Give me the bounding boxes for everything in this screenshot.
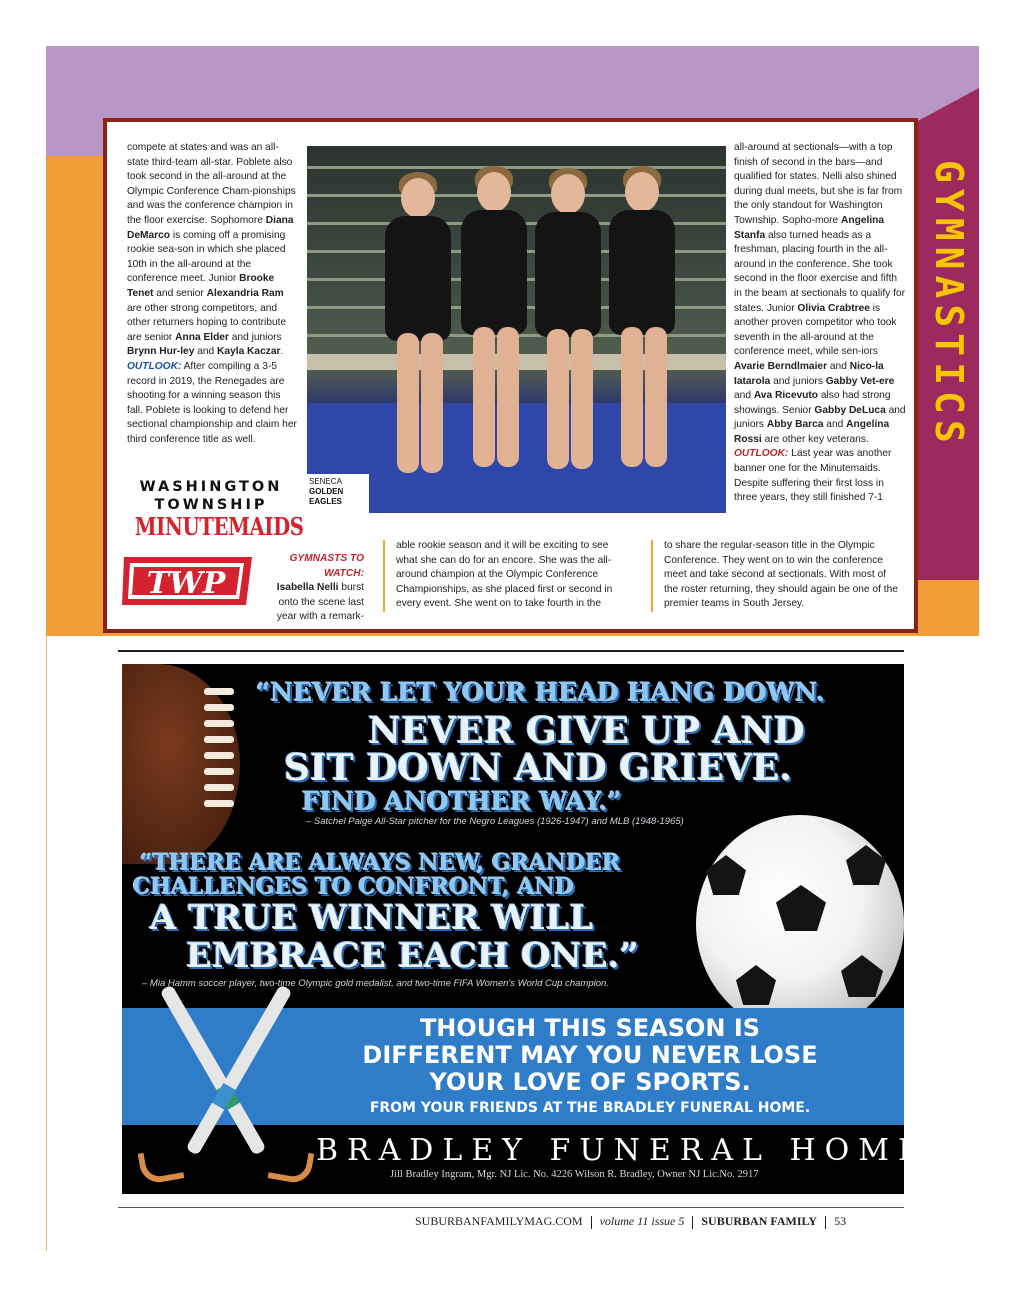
text-span: all-around at sectionals—with a top finish of second in the bars—and qualified for states. Nelli also shined during dual meets, but she is far from the only standout for Washington Township. Sopho-more [734, 142, 903, 226]
text-span: is another proven competitor who took seventh in the all-around at the conference meet, while sen-iors [734, 302, 897, 358]
athlete-name: Isabella Nelli [276, 582, 339, 594]
text-span: is coming off a promising rookie sea-son in which she placed 10th in the all-around at the conference meet. Junior [127, 229, 286, 285]
text-span: compete at states and was an all-state third-team all-star. Poblete also took second in the all-around at the Olympic Conference Cham-pionships and was the conference champion in the floor exercise. Sophomore [127, 142, 296, 226]
athlete-name: Alexandria Ram [206, 287, 284, 299]
team-name: WASHINGTON TOWNSHIP [139, 479, 283, 513]
text-span: are other strong competitors, and other returners hoping to contribute are senior [127, 302, 287, 343]
text-span: and [827, 360, 850, 372]
athlete-name: Kayla Kaczar [217, 346, 281, 358]
athlete-name: Anna Elder [175, 331, 229, 343]
article-column-4: to share the regular-season title in the Olympic Conference. They went on to win the conference meet and take second at sectionals. With most of the roster returning, they should again be one of the premier teams in South Jersey. [664, 540, 898, 610]
quote2-line4: EMBRACE EACH ONE.” [186, 936, 640, 976]
footer-site: SUBURBANFAMILYMAG.COM [415, 1214, 583, 1228]
text-span: and [734, 390, 754, 402]
quote2-line3: A TRUE WINNER WILL [150, 898, 594, 938]
text-span: . [280, 346, 284, 358]
band-line1: THOUGH THIS SEASON IS [419, 1014, 761, 1042]
athlete-name: Gabby Vet-ere [825, 375, 895, 387]
athlete-name: Abby Barca [766, 419, 824, 431]
team-mascot: MINUTEMAIDS [134, 512, 304, 541]
quote1-line3: SIT DOWN AND GRIEVE. [284, 747, 793, 789]
athlete-name: Nico-la Iatarola [734, 360, 884, 387]
article-column-3 [734, 141, 906, 506]
footer-magazine: SUBURBAN FAMILY [701, 1214, 818, 1228]
outlook-label: OUTLOOK: [734, 448, 789, 460]
page-footer [415, 1214, 915, 1229]
article-column-1 [127, 141, 299, 447]
athlete-name: Gabby DeLuca [814, 404, 886, 416]
athlete-name: Olivia Crabtree [797, 302, 870, 314]
team-photo [307, 146, 726, 513]
quote1-attribution: – Satchel Paige All-Star pitcher for the Negro Leagues (1926-1947) and MLB (1948-1965) [306, 816, 684, 827]
band-line4: FROM YOUR FRIENDS AT THE BRADLEY FUNERAL HOME. [369, 1100, 811, 1116]
text-span: and juniors [228, 331, 282, 343]
ad-top-rule [118, 650, 904, 652]
text-span: and [194, 346, 218, 358]
football-lace [204, 752, 234, 759]
athlete-name: Brynn Hur-ley [127, 346, 195, 358]
athlete-name: Diana DeMarco [127, 214, 294, 241]
outlook-text: After compiling a 3-5 record in 2019, the Renegades are shooting for a winning season this fall. Poblete is looking to defend her sectional championship and claim her third conference title as well. [127, 360, 297, 445]
athlete-name: Avarie Berndlmaier [734, 360, 828, 372]
gymnasts-to-watch [256, 552, 364, 625]
quote1-line4: FIND ANOTHER WAY.” [302, 787, 622, 816]
quote2-line1: “THERE ARE ALWAYS NEW, GRANDER [140, 850, 621, 876]
quote1-line2: NEVER GIVE UP AND [368, 710, 805, 752]
football-lace [204, 704, 234, 711]
band-line2: DIFFERENT MAY YOU NEVER LOSE [362, 1041, 818, 1069]
page-number: 53 [834, 1214, 847, 1228]
athlete-name: Angelina Stanfa [734, 214, 885, 241]
text-span: are other key veterans. [761, 433, 869, 445]
text-span: burst onto the scene last year with a remark- [276, 582, 364, 623]
caption-team-line2: EAGLES [309, 497, 342, 506]
quote2-attribution: – Mia Hamm soccer player, two-time Olympic gold medalist, and two-time FIFA Women's World Cup champion. [142, 978, 609, 989]
footer-rule [118, 1207, 904, 1208]
soccer-ball-image [696, 815, 904, 1033]
caption-team-line1: GOLDEN [309, 487, 344, 496]
football-lace [204, 768, 234, 775]
football-lace [204, 688, 234, 695]
outlook-text: Last year was another banner one for the Minutemaids. Despite suffering their first loss in three years, they still finished 7-1 [734, 448, 892, 504]
logo-text: TWP [146, 566, 226, 601]
football-lace [204, 800, 234, 807]
text-span: also had strong showings. Senior [734, 390, 891, 416]
athlete-name: Angelina Rossi [734, 419, 890, 445]
football-lace [204, 784, 234, 791]
column-divider [651, 540, 653, 612]
text-span: and juniors [734, 404, 906, 431]
page-edge-line [46, 636, 47, 1251]
column-divider [383, 540, 385, 612]
article-column-2: able rookie season and it will be exciting to see what she can do for an encore. She was the all-around champion at the Olympic Conference Championships, as she placed first or second in every event. She went on to take fourth in the [396, 540, 613, 610]
photo-caption [307, 474, 369, 514]
quote1-line1: “NEVER LET YOUR HEAD HANG DOWN. [256, 678, 825, 707]
athlete-name: Brooke Tenet [127, 273, 275, 299]
twp-logo [120, 551, 256, 611]
text-span: and senior [153, 287, 207, 299]
outlook-label: OUTLOOK: [127, 360, 182, 372]
quote2-line2: CHALLENGES TO CONFRONT, AND [133, 874, 574, 900]
section-title: GYMNASTICS [927, 160, 971, 449]
caption-school: SENECA [309, 477, 342, 486]
sponsor-license: Jill Bradley Ingram, Mgr. NJ Lic. No. 4226 Wilson R. Bradley, Owner NJ Lic.No. 2917 [390, 1169, 759, 1180]
football-lace [204, 720, 234, 727]
band-line3: YOUR LOVE OF SPORTS. [429, 1068, 751, 1096]
watch-header: GYMNASTS TO WATCH: [289, 553, 364, 579]
footer-issue: volume 11 issue 5 [599, 1214, 685, 1228]
football-lace [204, 736, 234, 743]
text-span: and [823, 419, 847, 431]
athlete-name: Ava Ricevuto [753, 390, 818, 402]
sponsor-name: BRADLEY FUNERAL HOME [316, 1133, 929, 1168]
text-span: also turned heads as a freshman, placing fourth in the all-around in the conference. She took second in the floor exercise and fifth in the beam at sectionals to qualify for states. Junior [734, 229, 906, 314]
text-span: and juniors [770, 375, 826, 387]
